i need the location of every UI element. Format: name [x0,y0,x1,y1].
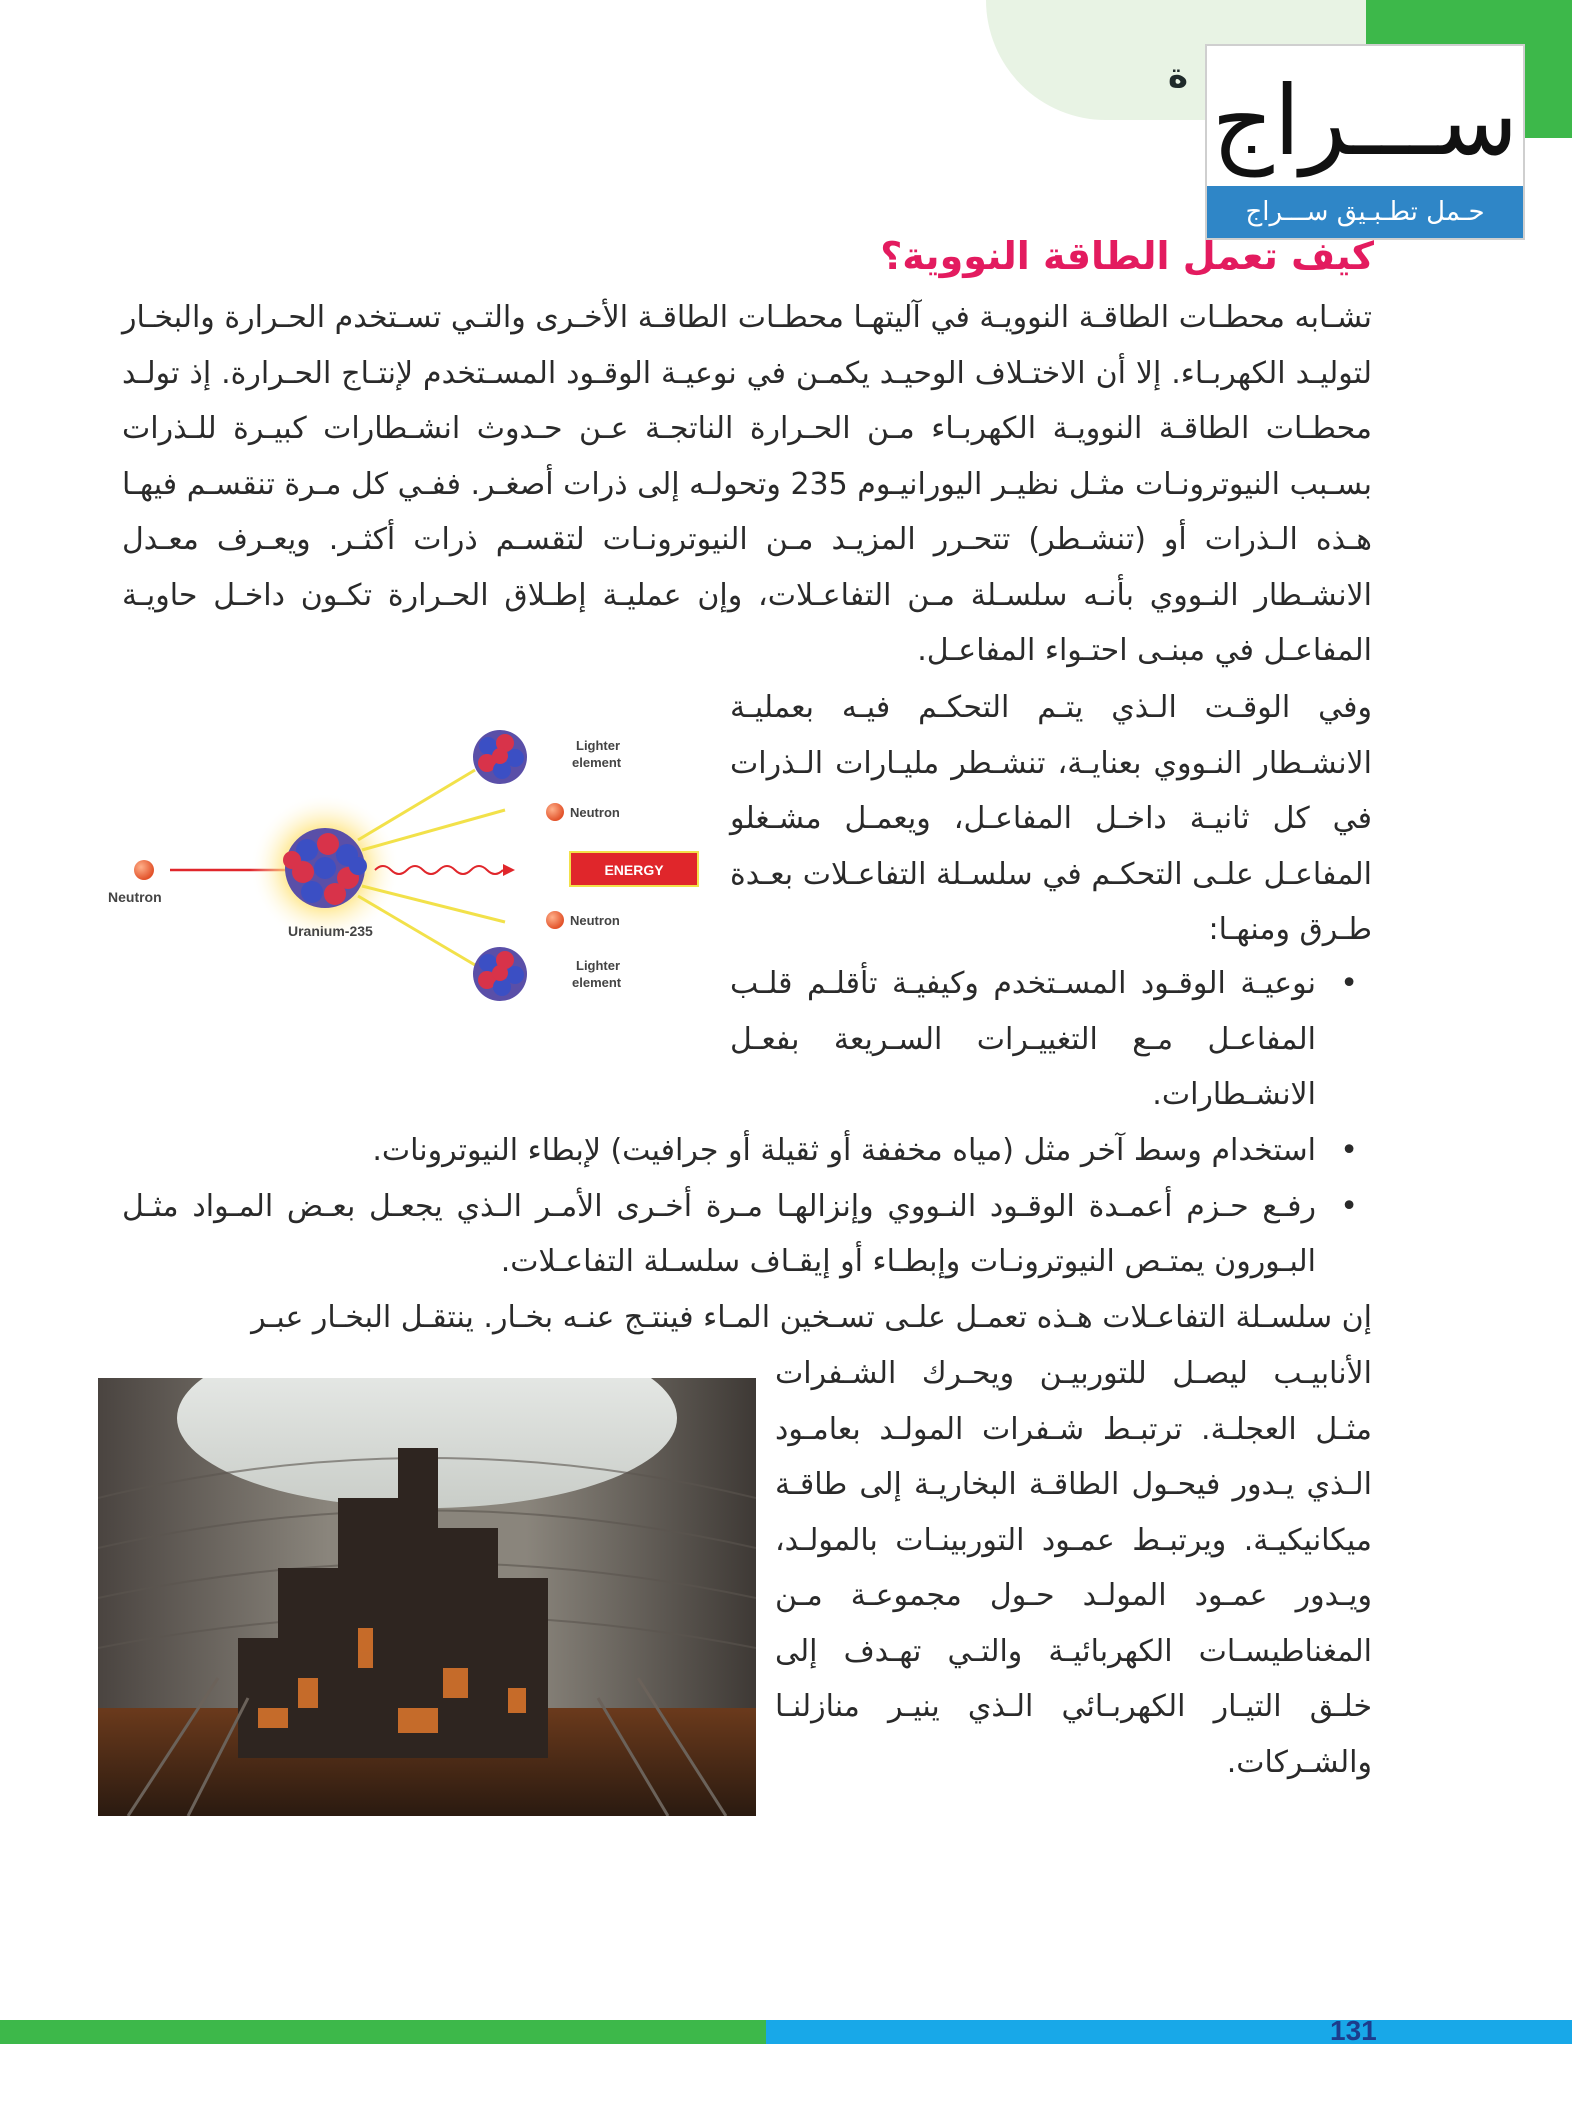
incoming-neutron [134,860,154,880]
chapter-title-fragment: ة [1168,56,1189,96]
bullet-text: نوعيـة الوقـود المسـتخدم وكيفيـة تأقلـم قلـب المفاعـل مـع التغييـرات السـريعة بفعـل الانشـطارات. [730,966,1316,1112]
control-paragraph: وفي الوقـت الـذي يتـم التحكـم فيـه بعمليـة الانشـطار النـووي بعنايـة، تنشـطر مليـارات الـذرات في كل ثانيـة داخـل المفاعـل، ويعمـل مشـغلو المفاعـل علـى التحكـم في سلسـلة التفاعـلات بعـدة طـرق ومنهـا: [730,690,1372,947]
intro-paragraph: تشـابه محطـات الطاقـة النوويـة في آليتهـا محطـات الطاقـة الأخـرى والتـي تسـتخدم الحـرارة والبخـار لتوليـد الكهربـاء. إلا أن الاختـلاف الوحيـد يكمـن في نوعيـة الوقـود المسـتخدم لإنتـاج الحـرارة. إذ تولـد محطـات الطاقـة النوويـة الكهربـاء مـن الحـرارة الناتجـة عـن حـدوث انشـطارات كبيـرة للـذرات بسـبب النيوترونـات مثـل نظيـر اليورانيـوم 235 وتحولـه إلى ذرات أصغـر. ففـي كل مـرة تنقسـم فيهـا هـذه الـذرات أو (تنشـطر) تتحـرر المزيـد مـن النيوترونـات لتقسـم ذرات أكثـر. ويعـرف معـدل الانشـطار النـووي بأنـه سلسـلة مـن التفاعـلات، وإن عمليـة إطـلاق الحـرارة تكـون داخـل حاويـة المفاعـل في مبنـى احتـواء المفاعـل. [122,300,1372,668]
bullet-text: رفـع حـزم أعمـدة الوقـود النـووي وإنزالهـا مـرة أخـرى الأمـر الـذي يجعـل بعـض المـواد مثـل البـورون يمتـص النيوترونـات وإبطـاء أو إيقـاف سلسـلة التفاعـلات. [122,1188,1316,1279]
neutron-top [546,803,564,821]
label-energy: ENERGY [604,862,664,878]
logo-tagline: حـمل تطـبـيق ســـراج [1207,186,1523,238]
energy-arrowhead [503,864,515,876]
label-lighter-top-1: Lighter [576,738,621,753]
bullet-list-2 [122,1123,1372,1290]
footer-bar-blue [766,2020,1572,2044]
lighter-element-top [473,730,527,784]
label-neutron-bottom: Neutron [570,913,620,928]
reactor-photo [98,1378,756,1816]
turbine-paragraph: الأنابيـب ليصـل للتوربيـن ويحـرك الشـفرات مثـل العجلـة. ترتبـط شـفرات المولـد بعامـود الـذي يـدور فيحـول الطاقـة البخاريـة إلى طاقـة ميكانيكيـة. ويرتبـط عمـود التوربينـات بالمولـد، ويـدور عمـود المولـد حـول مجموعـة مـن المغناطيسـات الكهربائيـة والتـي تهـدف إلى خلـق التيـار الكهربـائي الـذي ينيـر منازلنـا والشـركات. [775,1356,1372,1780]
label-neutron-top: Neutron [570,805,620,820]
bullet-icon: • [1340,1188,1358,1224]
fission-diagram [100,710,720,1030]
lighter-element-bottom [473,947,527,1001]
list-item [122,1179,1372,1290]
chain-paragraph-line: إن سلسـلة التفاعـلات هـذه تعمـل علـى تسـخين المـاء فينتـج عنـه بخـار. ينتقـل البخـار عبـر [251,1300,1372,1335]
list-item [122,1123,1372,1179]
section-heading: كيف تعمل الطاقة النووية؟ [880,234,1374,278]
logo-wordmark: ســـراج [1211,65,1519,177]
label-lighter-top-2: element [572,755,622,770]
bullet-text: استخدام وسط آخر مثل (مياه مخففة أو ثقيلة أو جرافيت) لإبطاء النيوترونات. [372,1133,1316,1168]
bullet-icon: • [1340,966,1358,1001]
neutron-bottom [546,911,564,929]
label-neutron-in: Neutron [108,889,162,905]
label-lighter-bottom-1: Lighter [576,958,621,973]
page-number: 131 [1330,2015,1377,2046]
siraj-logo[interactable] [1205,44,1525,240]
label-uranium: Uranium-235 [288,923,373,939]
list-item [730,956,1372,1123]
label-lighter-bottom-2: element [572,975,622,990]
bullet-list-1 [730,956,1372,1123]
footer-bar-green [0,2020,766,2044]
bullet-icon: • [1340,1133,1358,1168]
